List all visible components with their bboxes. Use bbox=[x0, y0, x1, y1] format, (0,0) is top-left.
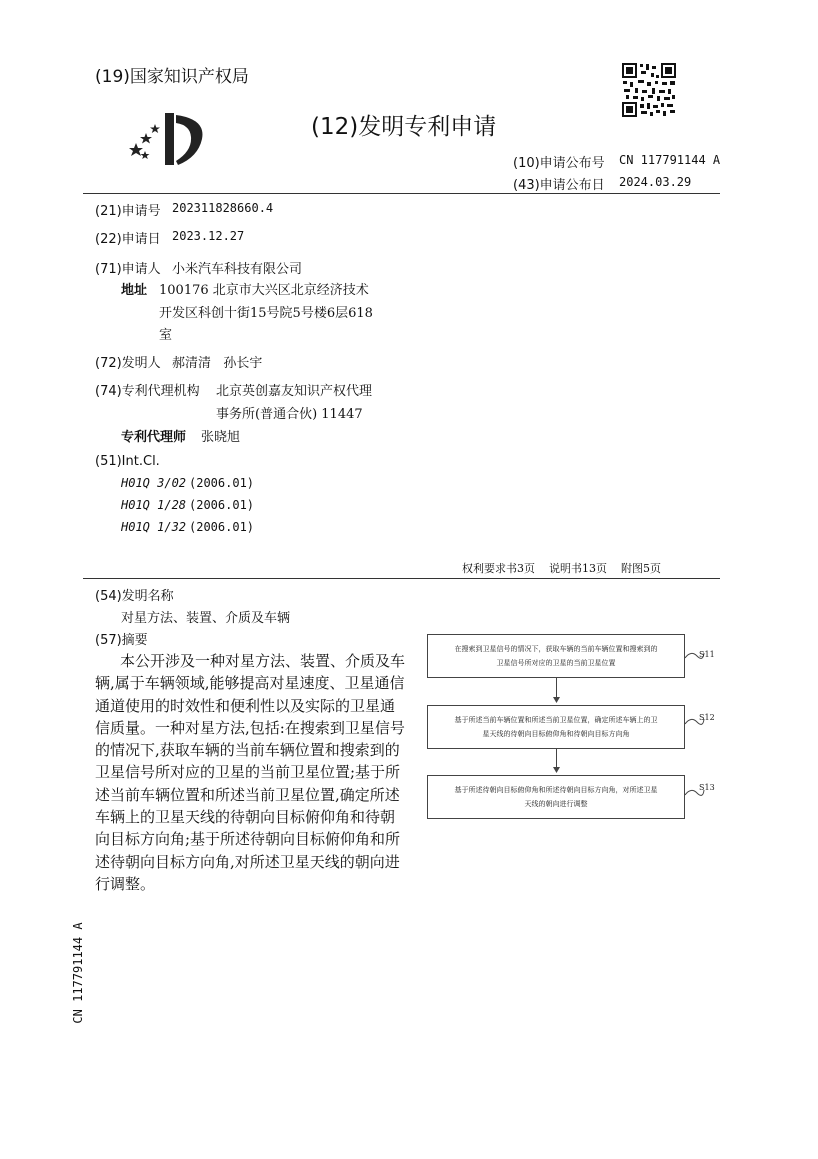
publication-number-label: (10)申请公布号 bbox=[513, 156, 605, 171]
biblio-divider bbox=[83, 578, 720, 579]
title-label: (54)发明名称 bbox=[95, 589, 174, 604]
abstract-line: 行调整。 bbox=[95, 874, 156, 893]
address-line-1: 100176 北京市大兴区北京经济技术 bbox=[159, 283, 369, 298]
flow-step-1-line-1: 在搜索到卫星信号的情况下，获取车辆的当前车辆位置和搜索到的 bbox=[454, 645, 658, 653]
flow-step-1 bbox=[427, 634, 685, 678]
flow-step-3-label: S13 bbox=[699, 783, 715, 792]
address-line-3: 室 bbox=[159, 328, 173, 343]
flow-step-3-line-2: 天线的朝向进行调整 bbox=[524, 800, 588, 808]
flow-step-2 bbox=[427, 705, 685, 749]
agency-line-1: 北京英创嘉友知识产权代理 bbox=[216, 384, 373, 399]
inventor-label: (72)发明人 bbox=[95, 356, 161, 371]
address-label: 地址 bbox=[121, 283, 148, 298]
abstract-line: 本公开涉及一种对星方法、装置、介质及车 bbox=[120, 652, 406, 670]
address-line-2: 开发区科创十街15号院5号楼6层618 bbox=[159, 306, 373, 321]
ipc-code-1: H01Q 3/02 bbox=[121, 476, 187, 490]
office-name: (19)国家知识产权局 bbox=[95, 67, 249, 87]
agent-label: 专利代理师 bbox=[121, 430, 187, 445]
publication-date: 2024.03.29 bbox=[619, 175, 692, 189]
invention-title: 对星方法、装置、介质及车辆 bbox=[121, 611, 291, 626]
agent: 张晓旭 bbox=[201, 430, 241, 445]
flow-step-3 bbox=[427, 775, 685, 819]
document-type: (12)发明专利申请 bbox=[311, 114, 497, 140]
abstract-line: 述当前车辆位置和所述当前卫星位置,确定所述 bbox=[95, 785, 400, 804]
applicant-label: (71)申请人 bbox=[95, 262, 161, 277]
abstract-line: 信质量。一种对星方法,包括:在搜索到卫星信号 bbox=[95, 718, 405, 737]
ipc-version-1: (2006.01) bbox=[189, 476, 255, 490]
flow-step-2-line-1: 基于所述当前车辆位置和所述当前卫星位置，确定所述车辆上的卫 bbox=[454, 716, 658, 724]
ipc-version-3: (2006.01) bbox=[189, 520, 255, 534]
abstract-line: 通道使用的时效性和便利性以及实际的卫星通 bbox=[95, 696, 396, 715]
ipc-version-2: (2006.01) bbox=[189, 498, 255, 512]
qr-code bbox=[621, 62, 677, 118]
ipc-code-2: H01Q 1/28 bbox=[121, 498, 187, 512]
abstract-line: 辆,属于车辆领域,能够提高对星速度、卫星通信 bbox=[95, 674, 405, 693]
application-number-label: (21)申请号 bbox=[95, 204, 161, 219]
abstract-line: 车辆上的卫星天线的待朝向目标俯仰角和待朝 bbox=[95, 808, 396, 827]
publication-date-label: (43)申请公布日 bbox=[513, 178, 605, 193]
ipc-code-3: H01Q 1/32 bbox=[121, 520, 187, 534]
abstract-text bbox=[95, 650, 405, 895]
flow-step-2-line-2: 星天线的待朝向目标俯仰角和待朝向目标方向角 bbox=[482, 730, 630, 738]
flow-step-1-line-2: 卫星信号所对应的卫星的当前卫星位置 bbox=[496, 659, 616, 667]
side-publication-number: CN 117791144 A bbox=[71, 922, 85, 1024]
page-counts: 权利要求书3页 说明书13页 附图5页 bbox=[462, 562, 661, 575]
application-date: 2023.12.27 bbox=[172, 229, 245, 243]
agency-line-2: 事务所(普通合伙) 11447 bbox=[216, 407, 363, 422]
flow-step-1-label: S11 bbox=[699, 650, 715, 659]
flow-step-2-label: S12 bbox=[699, 713, 715, 722]
application-number: 202311828660.4 bbox=[172, 201, 274, 215]
abstract-line: 向目标方向角;基于所述待朝向目标俯仰角和所 bbox=[95, 830, 401, 849]
header-divider bbox=[83, 193, 720, 194]
inventors: 郝清清 孙长宇 bbox=[172, 356, 263, 371]
publication-number: CN 117791144 A bbox=[619, 153, 721, 167]
flow-step-3-line-1: 基于所述待朝向目标俯仰角和所述待朝向目标方向角，对所述卫星 bbox=[454, 786, 658, 794]
applicant: 小米汽车科技有限公司 bbox=[172, 262, 303, 277]
office-logo bbox=[128, 107, 210, 169]
abstract-line: 述待朝向目标方向角,对所述卫星天线的朝向进 bbox=[95, 852, 400, 871]
intcl-label: (51)Int.Cl. bbox=[95, 454, 160, 469]
abstract-line: 卫星信号所对应的卫星的当前卫星位置;基于所 bbox=[95, 763, 401, 782]
flow-arrowhead-1 bbox=[553, 697, 560, 703]
abstract-label: (57)摘要 bbox=[95, 633, 148, 648]
flow-arrowhead-2 bbox=[553, 767, 560, 773]
application-date-label: (22)申请日 bbox=[95, 232, 161, 247]
agency-label: (74)专利代理机构 bbox=[95, 384, 200, 399]
abstract-line: 的情况下,获取车辆的当前车辆位置和搜索到的 bbox=[95, 741, 400, 760]
flow-arrow-2 bbox=[556, 749, 557, 769]
